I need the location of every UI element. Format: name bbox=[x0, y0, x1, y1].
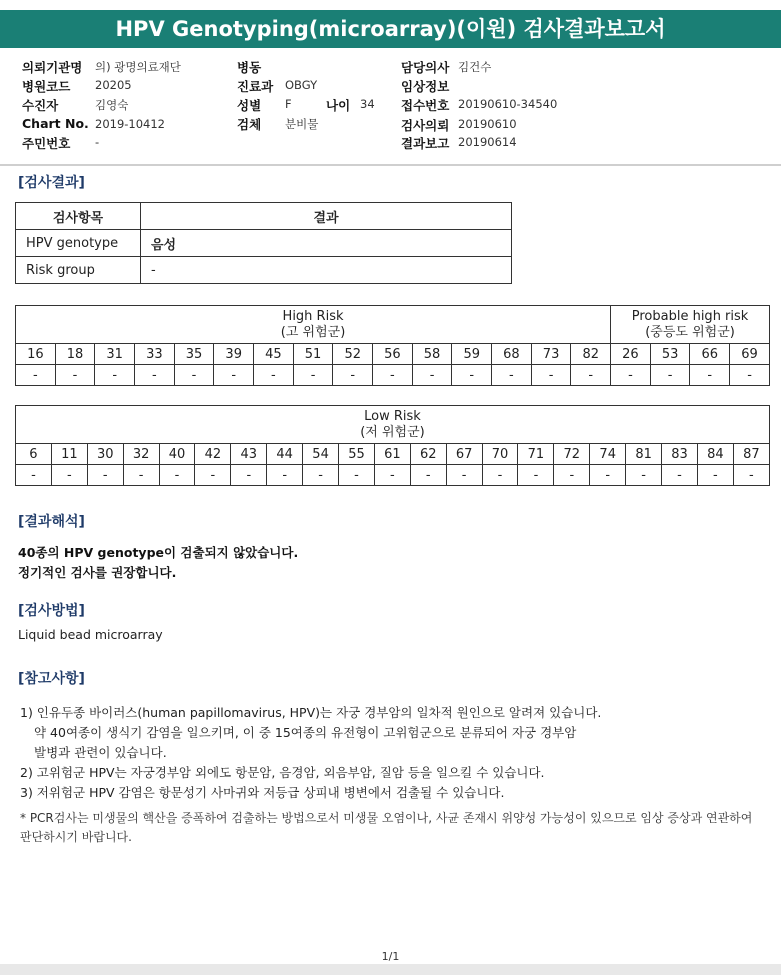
hpv-result-cell: - bbox=[293, 365, 333, 386]
hpv-result-cell: - bbox=[733, 465, 769, 486]
hpv-result-cell: - bbox=[410, 465, 446, 486]
dept-value: OBGY bbox=[285, 78, 318, 92]
hpv-result-cell: - bbox=[195, 465, 231, 486]
hpv-result-cell: - bbox=[231, 465, 267, 486]
hpv-type-cell: 32 bbox=[123, 444, 159, 465]
hpv-result-cell: - bbox=[650, 365, 690, 386]
age-value: 34 bbox=[360, 97, 375, 111]
sex-value: F bbox=[285, 97, 292, 111]
hpv-type-cell: 69 bbox=[730, 344, 770, 365]
report-date-label: 결과보고 bbox=[401, 136, 450, 151]
hospital-code-label: 병원코드 bbox=[22, 79, 71, 94]
hpv-result-cell: - bbox=[55, 365, 95, 386]
hpv-result-cell: - bbox=[626, 465, 662, 486]
hpv-result-cell: - bbox=[554, 465, 590, 486]
hpv-type-cell: 52 bbox=[333, 344, 373, 365]
col-item-header: 검사항목 bbox=[16, 203, 141, 230]
hpv-type-cell: 68 bbox=[492, 344, 532, 365]
hpv-type-cell: 43 bbox=[231, 444, 267, 465]
hpv-type-cell: 66 bbox=[690, 344, 730, 365]
high-risk-table bbox=[15, 305, 770, 386]
hpv-type-cell: 61 bbox=[374, 444, 410, 465]
table-row bbox=[16, 257, 512, 284]
hpv-type-cell: 40 bbox=[159, 444, 195, 465]
hpv-type-cell: 62 bbox=[410, 444, 446, 465]
hpv-type-cell: 39 bbox=[214, 344, 254, 365]
results-section-title: [검사결과] bbox=[18, 175, 85, 191]
interpretation-line-1: 40종의 HPV genotype이 검출되지 않았습니다. bbox=[18, 545, 299, 560]
hpv-type-cell: 87 bbox=[733, 444, 769, 465]
resident-no-label: 주민번호 bbox=[22, 136, 71, 151]
reference-section-title: [참고사항] bbox=[18, 671, 85, 687]
hpv-result-cell: - bbox=[51, 465, 87, 486]
hpv-type-cell: 81 bbox=[626, 444, 662, 465]
hpv-type-cell: 30 bbox=[87, 444, 123, 465]
hpv-type-cell: 58 bbox=[412, 344, 452, 365]
resident-no-value: - bbox=[95, 135, 100, 149]
hpv-result-cell: - bbox=[333, 365, 373, 386]
pcr-note: * PCR검사는 미생물의 핵산을 증폭하여 검출하는 방법으로서 미생물 오염이나, 사균 존재시 위양성 가능성이 있으므로 임상 증상과 연관하여 판단하시기 바랍니다. bbox=[20, 811, 753, 844]
dept-label: 진료과 bbox=[237, 79, 274, 94]
hpv-type-cell: 53 bbox=[650, 344, 690, 365]
hpv-result-cell: - bbox=[254, 365, 294, 386]
hpv-type-cell: 31 bbox=[95, 344, 135, 365]
hpv-type-cell: 82 bbox=[571, 344, 611, 365]
hpv-result-cell: - bbox=[518, 465, 554, 486]
hpv-result-cell: - bbox=[531, 365, 571, 386]
hpv-type-cell: 51 bbox=[293, 344, 333, 365]
hpv-type-cell: 42 bbox=[195, 444, 231, 465]
specimen-value: 분비물 bbox=[285, 117, 319, 131]
hpv-result-cell: - bbox=[590, 465, 626, 486]
hpv-type-cell: 83 bbox=[662, 444, 698, 465]
hospital-code-value: 20205 bbox=[95, 78, 132, 92]
result-cell: 음성 bbox=[141, 230, 512, 257]
hpv-type-cell: 16 bbox=[16, 344, 56, 365]
hpv-result-cell: - bbox=[412, 365, 452, 386]
hpv-result-cell: - bbox=[303, 465, 339, 486]
low-risk-table bbox=[15, 405, 770, 486]
result-cell: - bbox=[141, 257, 512, 284]
hpv-type-cell: 33 bbox=[135, 344, 175, 365]
hpv-result-cell: - bbox=[373, 365, 413, 386]
hpv-type-cell: 67 bbox=[446, 444, 482, 465]
hpv-result-cell: - bbox=[16, 465, 52, 486]
method-section-title: [검사방법] bbox=[18, 603, 85, 619]
hpv-result-cell: - bbox=[662, 465, 698, 486]
hpv-type-cell: 70 bbox=[482, 444, 518, 465]
hpv-result-cell: - bbox=[611, 365, 651, 386]
hpv-type-cell: 71 bbox=[518, 444, 554, 465]
probable-label: Probable high risk bbox=[631, 308, 749, 324]
reference-list bbox=[20, 703, 760, 803]
bottom-strip bbox=[0, 964, 781, 975]
receipt-value: 20190610-34540 bbox=[458, 97, 558, 111]
doctor-value: 김건수 bbox=[458, 60, 492, 74]
hpv-type-cell: 11 bbox=[51, 444, 87, 465]
probable-label-ko: (중등도 위험군) bbox=[645, 324, 735, 340]
low-risk-label: Low Risk bbox=[364, 408, 421, 424]
hpv-result-cell: - bbox=[571, 365, 611, 386]
sex-label: 성별 bbox=[237, 98, 262, 113]
clinical-label: 임상정보 bbox=[401, 79, 450, 94]
reference-item: 발병과 관련이 있습니다. bbox=[34, 745, 167, 760]
hpv-type-cell: 59 bbox=[452, 344, 492, 365]
ward-label: 병동 bbox=[237, 60, 262, 75]
hpv-result-cell: - bbox=[159, 465, 195, 486]
low-risk-label-ko: (저 위험군) bbox=[360, 424, 425, 440]
interpretation-line-2: 정기적인 검사를 권장합니다. bbox=[18, 565, 177, 580]
high-risk-label-ko: (고 위험군) bbox=[280, 324, 346, 340]
hpv-result-cell: - bbox=[174, 365, 214, 386]
hpv-result-cell: - bbox=[267, 465, 303, 486]
hpv-type-cell: 84 bbox=[697, 444, 733, 465]
doctor-label: 담당의사 bbox=[401, 60, 450, 75]
hpv-result-cell: - bbox=[446, 465, 482, 486]
hpv-result-cell: - bbox=[374, 465, 410, 486]
high-risk-header bbox=[16, 306, 611, 344]
hpv-result-cell: - bbox=[452, 365, 492, 386]
hpv-type-cell: 74 bbox=[590, 444, 626, 465]
patient-label: 수진자 bbox=[22, 98, 59, 113]
hpv-result-cell: - bbox=[87, 465, 123, 486]
reference-item: 3) 저위험군 HPV 감염은 항문성기 사마귀와 저등급 상피내 병변에서 검출될 수 있습니다. bbox=[20, 785, 505, 800]
report-title: HPV Genotyping(microarray)(이원) 검사결과보고서 bbox=[0, 10, 781, 48]
hpv-result-cell: - bbox=[492, 365, 532, 386]
item-cell: HPV genotype bbox=[16, 230, 141, 257]
page-number: 1/1 bbox=[381, 950, 400, 963]
hpv-type-cell: 18 bbox=[55, 344, 95, 365]
hpv-type-cell: 54 bbox=[303, 444, 339, 465]
hpv-type-cell: 56 bbox=[373, 344, 413, 365]
reference-item: 1) 인유두종 바이러스(human papillomavirus, HPV)는 자궁 경부암의 일차적 원인으로 알려져 있습니다. bbox=[20, 705, 602, 720]
hpv-result-cell: - bbox=[697, 465, 733, 486]
age-label: 나이 bbox=[326, 98, 351, 113]
hpv-type-cell: 73 bbox=[531, 344, 571, 365]
institution-value: 의) 광명의료재단 bbox=[95, 60, 181, 74]
probable-high-risk-header bbox=[611, 306, 770, 344]
hpv-result-cell: - bbox=[214, 365, 254, 386]
receipt-label: 접수번호 bbox=[401, 98, 450, 113]
hpv-result-cell: - bbox=[135, 365, 175, 386]
hpv-result-cell: - bbox=[123, 465, 159, 486]
method-text: Liquid bead microarray bbox=[18, 627, 163, 642]
hpv-result-cell: - bbox=[730, 365, 770, 386]
hpv-type-cell: 35 bbox=[174, 344, 214, 365]
request-label: 검사의뢰 bbox=[401, 118, 450, 133]
hpv-type-cell: 44 bbox=[267, 444, 303, 465]
hpv-type-cell: 45 bbox=[254, 344, 294, 365]
hpv-result-cell: - bbox=[690, 365, 730, 386]
hpv-type-cell: 26 bbox=[611, 344, 651, 365]
high-risk-label: High Risk bbox=[282, 308, 344, 324]
reference-item: 약 40여종이 생식기 감염을 일으키며, 이 중 15여종의 유전형이 고위험군으로 분류되어 자궁 경부암 bbox=[34, 725, 577, 740]
item-cell: Risk group bbox=[16, 257, 141, 284]
hpv-type-cell: 55 bbox=[339, 444, 375, 465]
request-value: 20190610 bbox=[458, 117, 517, 131]
col-result-header: 결과 bbox=[141, 203, 512, 230]
hpv-result-cell: - bbox=[95, 365, 135, 386]
hpv-type-cell: 72 bbox=[554, 444, 590, 465]
specimen-label: 검체 bbox=[237, 117, 262, 132]
reference-item: 2) 고위험군 HPV는 자궁경부암 외에도 항문암, 음경암, 외음부암, 질암 등을 일으킬 수 있습니다. bbox=[20, 765, 545, 780]
institution-label: 의뢰기관명 bbox=[22, 60, 83, 75]
hpv-result-cell: - bbox=[16, 365, 56, 386]
patient-info bbox=[0, 56, 781, 160]
low-risk-header bbox=[16, 406, 770, 444]
report-date-value: 20190614 bbox=[458, 135, 517, 149]
header-divider bbox=[0, 164, 781, 166]
results-table bbox=[15, 202, 512, 284]
chart-no-value: 2019-10412 bbox=[95, 117, 165, 131]
hpv-result-cell: - bbox=[339, 465, 375, 486]
hpv-type-cell: 6 bbox=[16, 444, 52, 465]
interpretation-section-title: [결과해석] bbox=[18, 514, 85, 530]
hpv-result-cell: - bbox=[482, 465, 518, 486]
table-row bbox=[16, 230, 512, 257]
chart-no-label: Chart No. bbox=[22, 116, 89, 131]
patient-value: 김영숙 bbox=[95, 98, 129, 112]
